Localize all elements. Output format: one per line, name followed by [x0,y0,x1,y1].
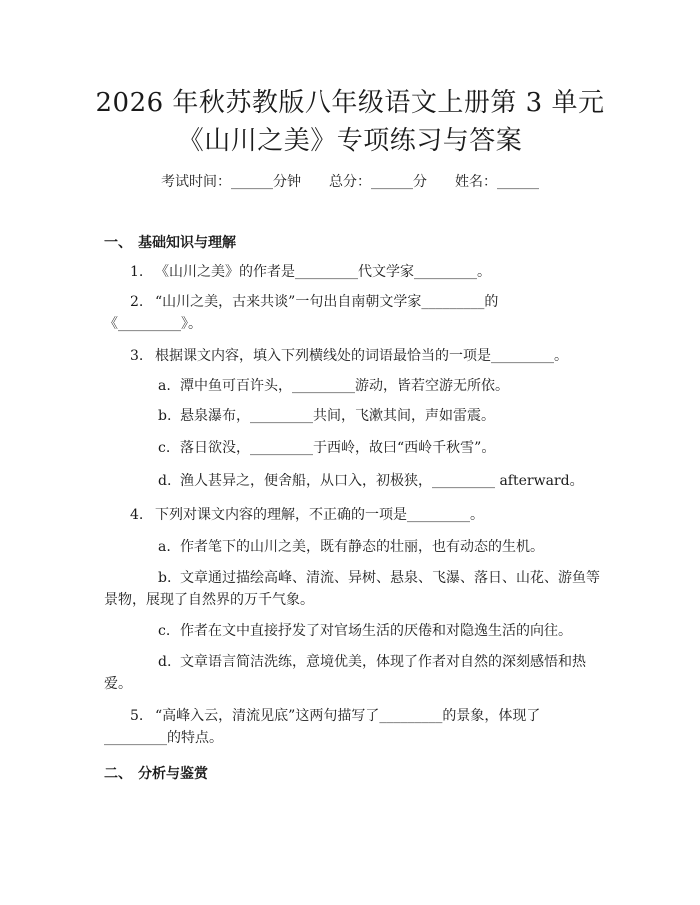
question-text: 下列对课文内容的理解，不正确的一项是_________。 [155,507,484,523]
question-5-line2: _________的特点。 [104,730,223,746]
option-text: 渔人甚异之，便舍船，从口入，初极狭，_________ afterward。 [180,473,584,489]
question-number: 1. [130,264,144,280]
option-label: c. [158,623,171,639]
q4-option-b-line2: 景物，展现了自然界的万千气象。 [104,592,314,608]
question-5-line1 [130,705,540,727]
question-2-line1 [130,291,498,313]
option-label: d. [158,473,172,489]
option-text: 落日欲没，_________于西岭，故曰“西岭千秋雪”。 [180,440,496,456]
option-label: d. [158,654,172,670]
question-1 [130,261,491,283]
section-title: 基础知识与理解 [138,235,236,251]
page-title-line2: 《山川之美》专项练习与答案 [177,126,523,156]
option-text: 文章语言简洁洗练，意境优美，体现了作者对自然的深刻感悟和热 [180,654,586,670]
q4-option-b-line1 [158,567,600,589]
q4-option-a [158,536,544,558]
option-label: b. [158,408,172,424]
option-label: b. [158,570,172,586]
section-number: 二、 [104,766,132,782]
option-text: 悬泉瀑布，_________共间，飞漱其间，声如雷震。 [180,408,495,424]
question-text: “高峰入云，清流见底”这两句描写了_________的景象，体现了 [155,708,541,724]
total-score-field: 总分：______分 [329,174,427,190]
question-2-line2: 《_________》。 [104,316,202,332]
section-heading-1 [104,232,236,252]
section-number: 一、 [104,235,132,251]
option-text: 作者笔下的山川之美，既有静态的壮丽，也有动态的生机。 [180,539,544,555]
q4-option-d-line1 [158,651,586,673]
page-title-line1: 2026 年秋苏教版八年级语文上册第 3 单元 [95,88,605,118]
option-label: c. [158,440,171,456]
exam-info [0,171,700,191]
option-text: 文章通过描绘高峰、清流、异树、悬泉、飞瀑、落日、山花、游鱼等 [180,570,600,586]
option-label: a. [158,539,171,555]
q3-option-a [158,375,509,397]
question-number: 2. [130,294,144,310]
question-number: 5. [130,708,144,724]
option-text: 潭中鱼可百许头，_________游动，皆若空游无所依。 [180,378,509,394]
option-label: a. [158,378,171,394]
question-number: 3. [130,348,144,364]
section-title: 分析与鉴赏 [138,766,208,782]
question-3 [130,345,568,367]
question-number: 4. [130,507,144,523]
student-name-field: 姓名：______ [455,174,539,190]
question-text: 根据课文内容，填入下列横线处的词语最恰当的一项是_________。 [155,348,568,364]
section-heading-2 [104,763,208,783]
q3-option-d [158,470,584,492]
option-text: 作者在文中直接抒发了对官场生活的厌倦和对隐逸生活的向往。 [180,623,572,639]
question-4 [130,504,484,526]
question-text: 《山川之美》的作者是_________代文学家_________。 [155,264,491,280]
q3-option-c [158,437,495,459]
q4-option-c [158,620,572,642]
question-text: “山川之美，古来共谈”一句出自南朝文学家_________的 [155,294,499,310]
q4-option-d-line2: 爱。 [104,676,132,692]
exam-time-field: 考试时间：______分钟 [161,174,301,190]
q3-option-b [158,405,495,427]
